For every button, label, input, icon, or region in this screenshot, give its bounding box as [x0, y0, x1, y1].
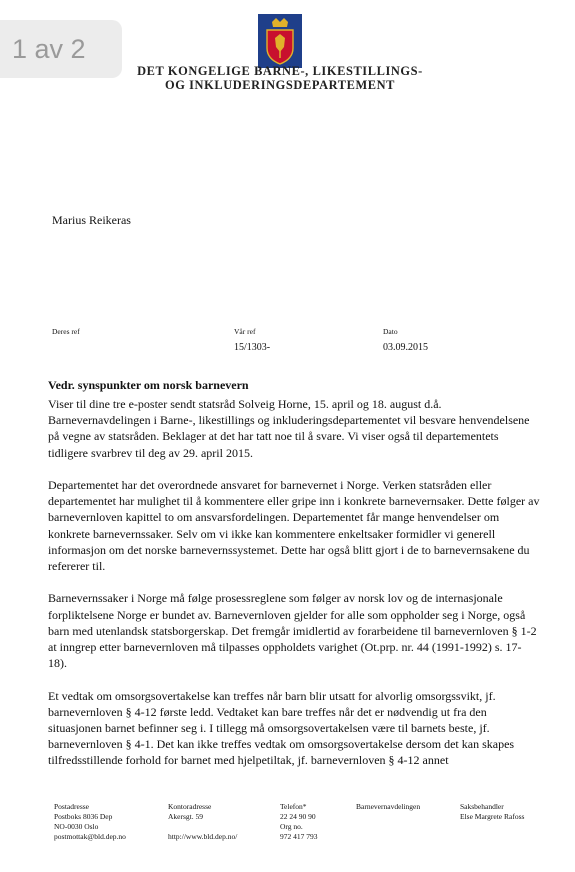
footer-telefon	[280, 802, 318, 842]
deres-ref-label: Deres ref	[52, 327, 80, 336]
footer-avdeling	[356, 802, 420, 812]
var-ref-value: 15/1303-	[234, 342, 271, 353]
letter-subject: Vedr. synspunkter om norsk barnevern	[48, 378, 249, 392]
body-paragraph: Barnevernssaker i Norge må følge prosessreglene som følger av norsk lov og de internasjonale forpliktelsene Norge er bundet av. Barnevernloven gjelder for alle som oppholder seg i Norge, også barn med utenlandsk statsborgerskap. Det fremgår imidlertid av forarbeidene til barnevernloven § 1-2 at inngrep etter barnevernloven må tilpasses oppholdets varighet (Ot.prp. nr. 44 (1991-1992) s. 17-18).	[48, 591, 537, 671]
body-paragraph: Viser til dine tre e-poster sendt statsråd Solveig Horne, 15. april og 18. august d.å. Barnevernavdelingen i Barne-, likestillings og inkluderingsdepartementet vil besvare henvendelsene på vegne av statsråden. Beklager at det har tatt noe til å svare. Vi viser også til departementets tidligere svarbrev til deg av 29. april 2015.	[48, 397, 530, 460]
footer-kontoradresse	[168, 802, 237, 842]
footer-city: NO-0030 Oslo	[54, 822, 99, 831]
letter-body	[48, 396, 540, 785]
footer-org-number: 972 417 793	[280, 832, 318, 841]
footer-phone-number: 22 24 90 90	[280, 812, 316, 821]
dato-value: 03.09.2015	[383, 342, 428, 353]
body-paragraph: Et vedtak om omsorgsovertakelse kan treffes når barn blir utsatt for alvorlig omsorgssvikt, jf. barnevernloven § 4-12 første ledd. Vedtaket kan bare treffes når det er nødvendig ut fra den situasjonen barnet befinner seg i. I tillegg må omsorgsovertakelsen være til barnets beste, jf. barnevernloven § 4-1. Det kan ikke treffes vedtak om omsorgsovertakelse dersom det kan skapes tilfredsstillende forhold for barnet med hjelpetiltak, jf. barnevernloven § 4-12 annet	[48, 688, 515, 768]
recipient-name: Marius Reikeras	[52, 213, 131, 227]
ministry-line-1: DET KONGELIGE BARNE-, LIKESTILLINGS-	[137, 64, 423, 78]
footer-street: Akersgt. 59	[168, 812, 203, 821]
footer-department: Barnevernavdelingen	[356, 802, 421, 811]
footer-email: postmottak@bld.dep.no	[54, 832, 126, 841]
body-paragraph: Departementet har det overordnede ansvaret for barnevernet i Norge. Verken statsråden eller departementet har mulighet til å kommentere eller gripe inn i konkrete barnevernsaker. Dette følger av barnevernloven kapittel to om ansvarsfordelingen. Departementet får mange henvendelser om konkrete barnevernssaker. Selv om vi ikke kan kommentere enkeltsaker formidler vi generell informasjon om det norske barnevernssystemet. Dette har også blitt gjort i de to barnevernsakene du refererer til.	[48, 478, 540, 574]
norwegian-coat-of-arms-icon	[258, 14, 302, 68]
footer-org-label: Org no.	[280, 822, 303, 831]
footer-saksbehandler	[460, 802, 524, 822]
ministry-name	[120, 64, 440, 92]
page-indicator: 1 av 2	[0, 20, 122, 78]
footer-blank	[168, 822, 237, 832]
var-ref-label: Vår ref	[234, 327, 256, 336]
footer-postadresse	[54, 802, 126, 842]
footer-postboks: Postboks 8036 Dep	[54, 812, 113, 821]
footer-case-officer: Else Margrete Rafoss	[460, 812, 525, 821]
footer-saksbehandler-label: Saksbehandler	[460, 802, 504, 811]
footer-telefon-label: Telefon*	[280, 802, 307, 811]
ministry-line-2: OG INKLUDERINGSDEPARTEMENT	[164, 78, 396, 92]
footer-website: http://www.bld.dep.no/	[168, 832, 238, 841]
footer-postadresse-label: Postadresse	[54, 802, 89, 811]
footer-kontoradresse-label: Kontoradresse	[168, 802, 212, 811]
dato-label: Dato	[383, 327, 398, 336]
